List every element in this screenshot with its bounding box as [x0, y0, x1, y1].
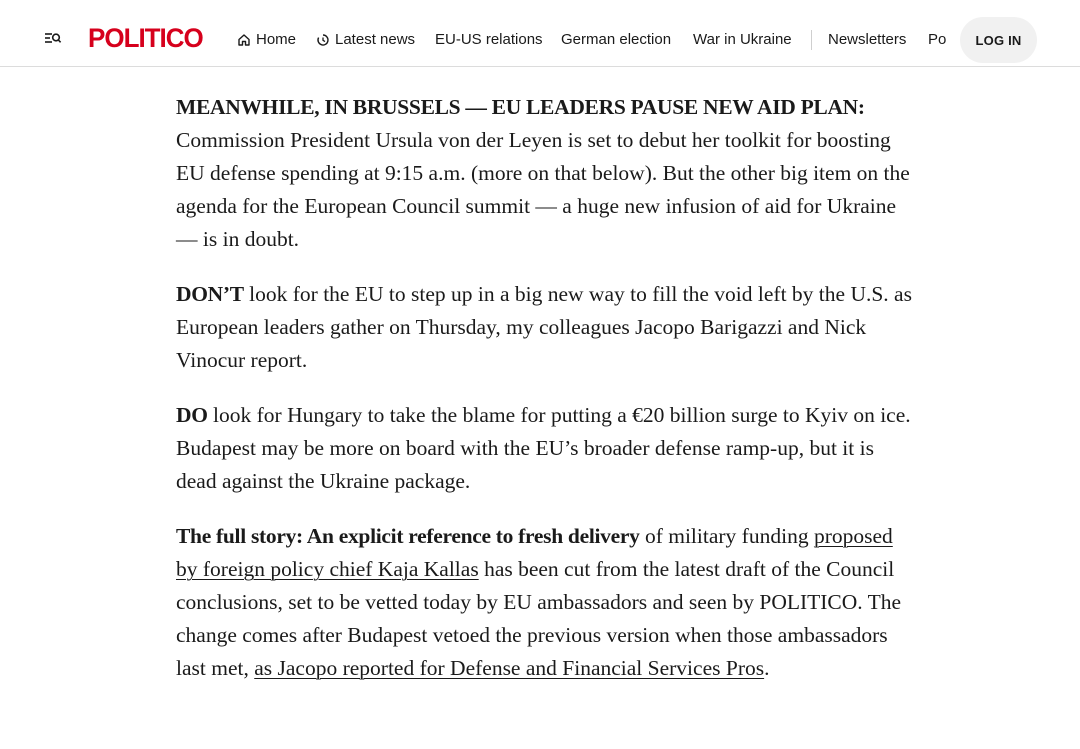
paragraph-text: Commission President Ursula von der Leyen is set to debut her toolkit for boosting EU defense spending at 9:15 a.m. (more on that below). But the other big item on the agenda for the European Council summit — a huge new infusion of aid for Ukraine — is in doubt.	[176, 128, 910, 251]
paragraph-lead: DON’T	[176, 282, 244, 306]
defense-pro-report-link[interactable]: as Jacopo reported for Defense and Financial Services Pros	[254, 656, 765, 680]
nav-item-label: Newsletters	[828, 31, 907, 48]
politico-logo[interactable]: POLITICO	[88, 22, 203, 54]
nav-item-label: Latest news	[335, 31, 416, 48]
nav-item-label: EU-US relations	[435, 31, 543, 48]
paragraph-do	[176, 399, 916, 498]
nav-item-latest-news[interactable]	[316, 31, 415, 49]
nav-item-label: War in Ukraine	[693, 31, 792, 48]
nav-item-label: Home	[256, 31, 297, 48]
paragraph-text: has been cut from the latest draft of the Council conclusions, set to be vetted today by EU ambassadors and seen by POLITICO. The change comes after Budapest vetoed the previous version when those ambassadors last met,	[176, 557, 902, 680]
paragraph-text: of military funding	[639, 524, 814, 548]
nav-divider	[811, 30, 812, 50]
home-icon	[237, 33, 251, 47]
nav-item-newsletters[interactable]	[828, 31, 906, 49]
top-navigation-bar	[0, 0, 1080, 67]
paragraph-lead: MEANWHILE, IN BRUSSELS — EU LEADERS PAUSE NEW AID PLAN:	[176, 95, 865, 119]
paragraph-lead: DO	[176, 403, 208, 427]
article-body	[176, 91, 916, 707]
kallas-proposal-link[interactable]: proposed by foreign policy chief Kaja Kallas	[176, 524, 893, 581]
paragraph-meanwhile	[176, 91, 916, 256]
nav-item-eu-us-relations[interactable]	[435, 31, 543, 49]
paragraph-dont	[176, 278, 916, 377]
nav-item-label: German election	[561, 31, 672, 48]
nav-item-home[interactable]	[237, 31, 296, 49]
menu-search-icon[interactable]	[44, 31, 62, 45]
clock-icon	[316, 33, 330, 47]
paragraph-full-story	[176, 520, 916, 685]
paragraph-lead: The full story: An explicit reference to fresh delivery	[176, 524, 640, 548]
paragraph-text: look for the EU to step up in a big new way to fill the void left by the U.S. as European leaders gather on Thursday, my colleagues Jacopo Barigazzi and Nick Vinocur report.	[176, 282, 912, 372]
nav-item-german-election[interactable]	[561, 31, 671, 49]
nav-item-war-in-ukraine[interactable]	[693, 31, 792, 49]
paragraph-text: look for Hungary to take the blame for putting a €20 billion surge to Kyiv on ice. Budapest may be more on board with the EU’s broader defense ramp-up, but it is dead against the Ukraine package.	[176, 403, 911, 493]
nav-item-truncated[interactable]	[928, 31, 946, 49]
nav-item-label: Po	[928, 31, 947, 48]
paragraph-text: .	[764, 656, 770, 680]
login-button[interactable]: LOG IN	[960, 17, 1037, 63]
main-nav	[237, 0, 949, 67]
